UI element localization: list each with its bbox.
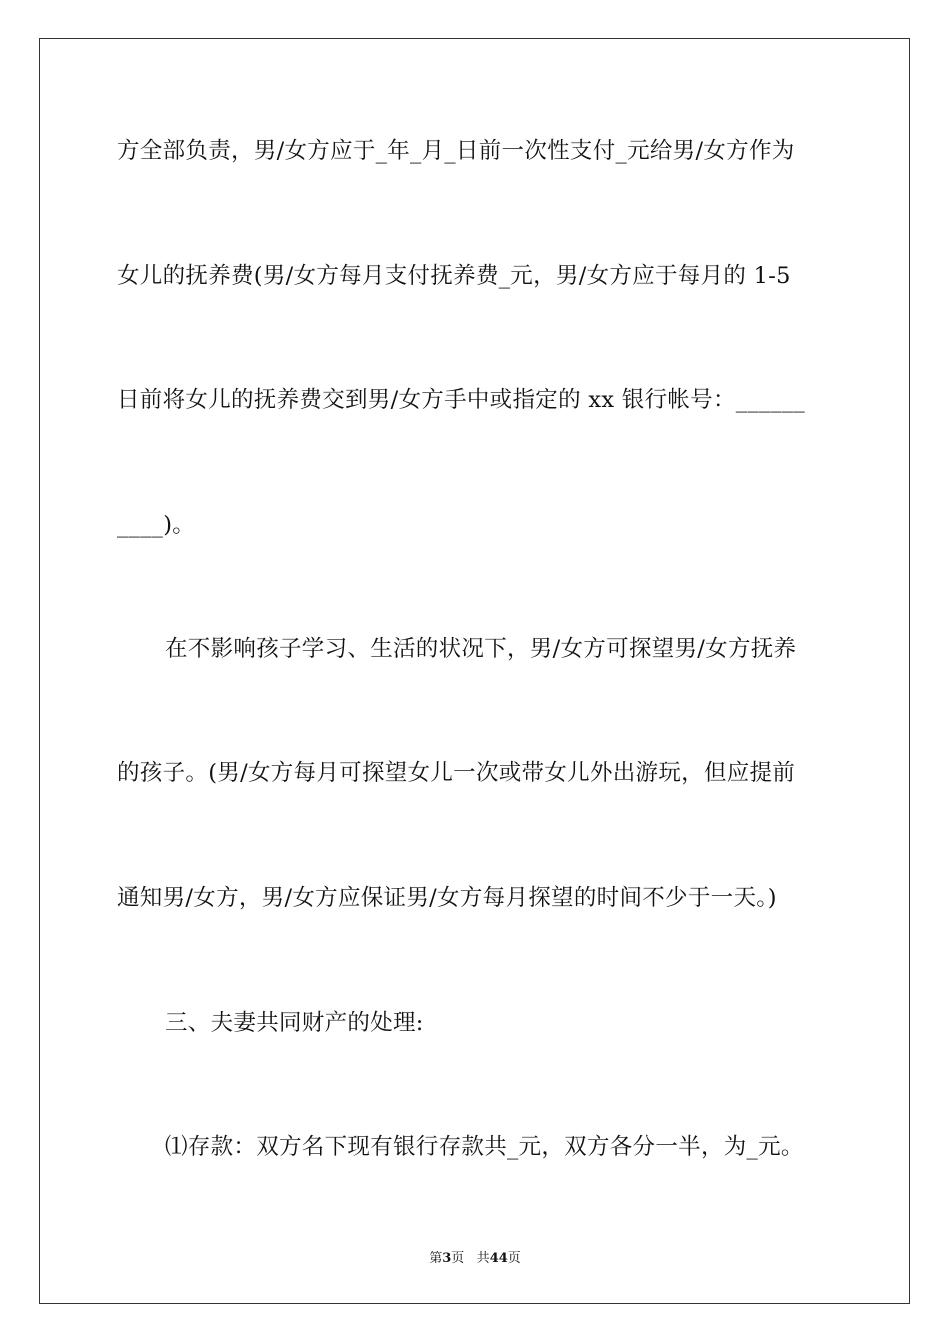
paragraph-line-9: ⑴存款：双方名下现有银行存款共_元，双方各分一半，为_元。 (165, 1134, 804, 1160)
paragraph-line-6: 的孩子。(男/女方每月可探望女儿一次或带女儿外出游玩，但应提前 (117, 760, 796, 786)
paragraph-line-1: 方全部负责，男/女方应于_年_月_日前一次性支付_元给男/女方作为 (117, 138, 795, 164)
page-footer (0, 1247, 950, 1266)
paragraph-line-2: 女儿的抚养费(男/女方每月支付抚养费_元，男/女方应于每月的 1-5 (117, 263, 791, 289)
paragraph-line-4: ____)。 (117, 512, 196, 538)
paragraph-line-7: 通知男/女方，男/女方应保证男/女方每月探望的时间不少于一天。) (117, 885, 777, 911)
paragraph-line-5: 在不影响孩子学习、生活的状况下，男/女方可探望男/女方抚养 (165, 636, 797, 662)
total-pages: 44 (489, 1251, 508, 1266)
total-suffix: 页 (507, 1251, 521, 1266)
page-suffix: 页 (451, 1251, 465, 1266)
page-number: 3 (442, 1251, 452, 1266)
section-heading: 三、夫妻共同财产的处理: (165, 1010, 424, 1036)
total-prefix: 共 (476, 1251, 490, 1266)
paragraph-line-3: 日前将女儿的抚养费交到男/女方手中或指定的 xx 银行帐号：______ (117, 387, 806, 413)
page-border (39, 38, 910, 1304)
page-prefix: 第 (429, 1251, 443, 1266)
